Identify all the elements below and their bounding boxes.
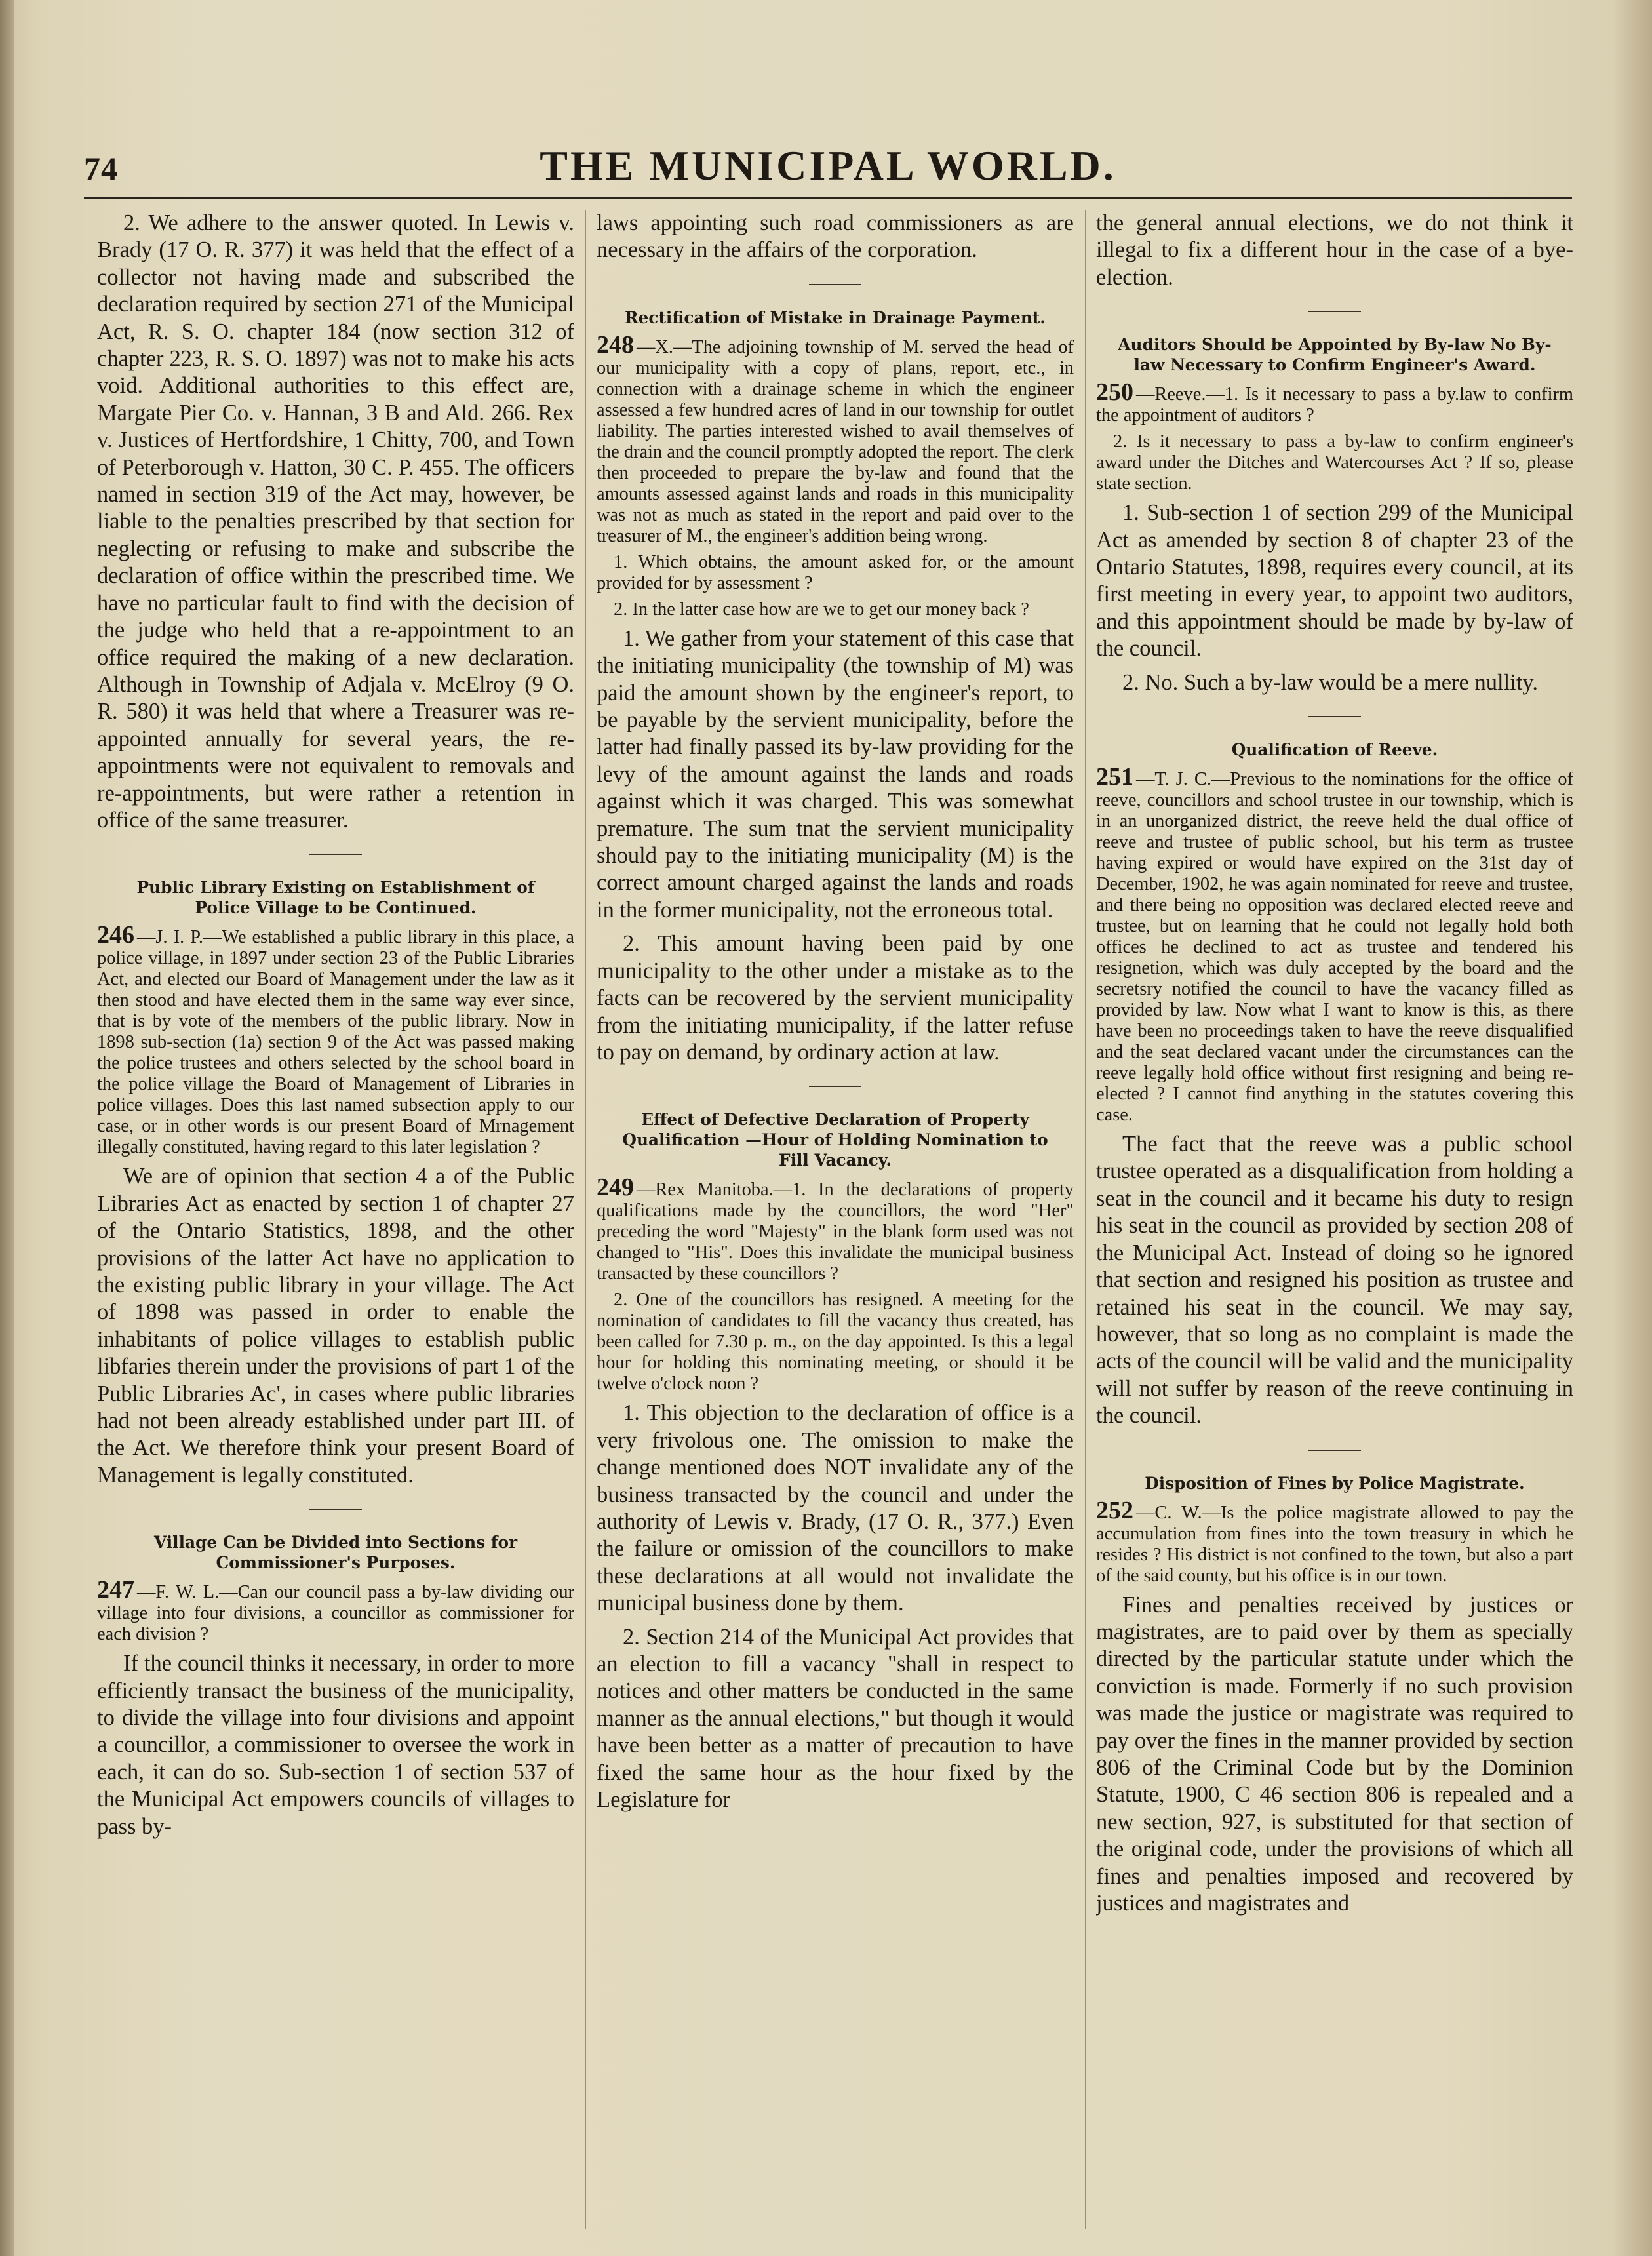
question (597, 1174, 1074, 1284)
question-number: 246 (97, 921, 134, 949)
section-heading: Effect of Defective Declaration of Property Qualification —Hour of Holding Nomination to Fill Vacancy. (622, 1110, 1048, 1170)
section-divider (1308, 716, 1361, 717)
question-part: 2. In the latter case how are we to get our money back ? (614, 599, 1029, 620)
question-text: —T. J. C.—Previous to the nominations for the office of reeve, councillors and school trustee in our township, which is in an unorganized district, the reeve held the dual office of reeve and trustee of public school, but his term as trustee having expired or would have expired on the 31st day of December, 1902, he was again nominated for reeve and trustee, and there being no opposition was declared elected reeve and trustee, but on learning that he could not legally hold both offices he declined to act as trustee and tendered his resignetion, which was duly accepted by the board and the secretsry notified the council to have the vacancy filled as provided by law. Now what I want to know is this, as there have been no proceedings taken to have the reeve disqualified and the seat declared vacant under the circumstances can the reeve legally hold office without first resigning and being re-elected ? I cannot find anything in the statutes covering this case. (1096, 769, 1573, 1126)
section-divider (809, 1086, 861, 1087)
header-rule (84, 197, 1572, 199)
column-3 (1096, 210, 1573, 2236)
question-text: —Rex Manitoba.—1. In the declarations of property qualifications made by the councillors, the word "Her" preceding the word "Majesty" in the blank form used was not changed to "His". Does this invalidate the municipal business transacted by these councillors ? (597, 1179, 1074, 1284)
answer: We are of opinion that section 4 a of the Public Libraries Act as enacted by section 1 of chapter 27 of the Ontario Statistics, 1898, and the other provisions of the latter Act have no application to the existing public library in your village. The Act of 1898 was passed in order to enable the inhabitants of police villages to establish public libfaries therein under the provisions of part 1 of the Public Libraries Ac', in cases where public libraries had not been already established under part III. of the Act. We therefore think your present Board of Management is legally constituted. (97, 1164, 574, 1488)
question-part: 2. Is it necessary to pass a by-law to confirm engineer's award under the Ditches and Watercourses Act ? If so, please state section. (1096, 431, 1573, 494)
column-1 (97, 210, 574, 2236)
section-heading: Qualification of Reeve. (1231, 740, 1438, 760)
answer: If the council thinks it necessary, in order to more efficiently transact the business of the municipality, to divide the village into four divisions and appoint a councillor, a commissioner to oversee the work in each, it can do so. Sub-section 1 of section 537 of the Municipal Act empowers councils of villages to pass by- (97, 1651, 574, 1839)
answer: 1. Sub-section 1 of section 299 of the Municipal Act as amended by section 8 of chapter 23 of the Ontario Statutes, 1898, requires every council, at its first meeting in every year, to appoint two auditors, and this appointment should be made by by-law of the council. (1096, 500, 1573, 662)
question-text: —F. W. L.—Can our council pass a by-law dividing our village into four divisions, a councillor as commissioner for each division ? (97, 1582, 574, 1645)
column-rule (1085, 210, 1086, 2229)
journal-title: THE MUNICIPAL WORLD. (540, 142, 1116, 189)
question (597, 330, 1074, 547)
page-header (84, 139, 1572, 191)
section-heading: Village Can be Divided into Sections for Commissioner's Purposes. (153, 1533, 518, 1573)
page-number: 74 (84, 150, 118, 187)
section-divider (1308, 311, 1361, 312)
question-number: 249 (597, 1174, 634, 1202)
section-heading: Public Library Existing on Establishment of Police Village to be Continued. (136, 878, 535, 918)
answer: 2. This amount having been paid by one municipality to the other under a mistake as to the facts can be recovered by the servient municipality from the initiating municipality, if the latter refuse to pay on demand, by ordinary action at law. (597, 931, 1074, 1065)
section-divider (309, 854, 362, 855)
section-divider (1308, 1450, 1361, 1451)
question (97, 921, 574, 1158)
answer: 2. Section 214 of the Municipal Act provides that an election to fill a vacancy "shall in respect to notices and other matters be conducted in the same manner as the annual elections," but though it would have been better as a matter of precaution to have fixed the same hour as the hour fixed by the Legislature for (597, 1624, 1074, 1812)
question-text: —J. I. P.—We established a public library in this place, a police village, in 1897 under section 23 of the Public Libraries Act, and elected our Board of Management under the law as it then stood and have elected them in the same way ever since, that is by vote of the members of the public library. Now in 1898 sub-section (1a) section 9 of the Act was passed making the police trustees and others selected by the school board in the police village the Board of Management of Libraries in police villages. Does this last named subsection apply to our case, or in other words is our present Board of Mrnagement illegally constituted, having regard to this later legislation ? (97, 927, 574, 1158)
section-heading: Auditors Should be Appointed by By-law No By-law Necessary to Confirm Engineer's Award. (1118, 335, 1552, 375)
column-rule (585, 210, 586, 2229)
question-number: 248 (597, 330, 634, 359)
question (97, 1576, 574, 1645)
column-2 (597, 210, 1074, 2236)
question (1096, 763, 1573, 1126)
answer: Fines and penalties received by justices or magistrates, are to paid over by them as specially directed by the particular statute under which the conviction is made. Formerly if no such provision was made the justice or magistrate was required to pay over the fines in the manner provided by section 806 of the Criminal Code but by the Dominion Statute, 1900, C 46 section 806 is repealed and a new section, 927, is substituted for that section of the original code, under the provisions of which all fines and penalties imposed and recovered by justices and magistrates and (1096, 1592, 1573, 1916)
paragraph: 2. We adhere to the answer quoted. In Lewis v. Brady (17 O. R. 377) it was held that the effect of a collector not having made and subscribed the declaration required by section 271 of the Municipal Act, R. S. O. chapter 184 (now section 312 of chapter 223, R. S. O. 1897) was not to make his acts void. Additional authorities to this effect are, Margate Pier Co. v. Hannan, 3 B and Ald. 266. Rex v. Justices of Hertfordshire, 1 Chitty, 700, and Town of Peterborough v. Hatton, 30 C. P. 455. The officers named in section 319 of the Act may, however, be liable to the penalties prescribed by that section for neglecting or refusing to make and subscribe the declaration of office within the prescribed time. We have no particular fault to find with the decision of the judge who held that a re-appointment to an office required the making of a new declaration. Although in Township of Adjala v. McElroy (9 O. R. 580) it was held that where a Treasurer was re-appointed annually for several years, the re-appointments were not equivalent to removals and re-appointments, but were rather a retention in office of the same treasurer. (97, 210, 574, 833)
binding-edge (0, 0, 14, 2256)
question-part: 2. One of the councillors has resigned. A meeting for the nomination of candidates to fill the vacancy thus created, has been called for 7.30 p. m., on the day appointed. Is this a legal hour for holding this nominating meeting, or should it be twelve o'clock noon ? (597, 1290, 1074, 1395)
question-part: 1. Which obtains, the amount asked for, or the amount provided for by assessment ? (597, 551, 1074, 593)
question-number: 252 (1096, 1496, 1133, 1524)
question-text: —C. W.—Is the police magistrate allowed to pay the accumulation from fines into the town treasury in which he resides ? His district is not confined to the town, but also a part of the said county, but his office is in our town. (1096, 1502, 1573, 1586)
question-text: —Reeve.—1. Is it necessary to pass a by.law to confirm the appointment of auditors ? (1096, 384, 1573, 426)
question (1096, 378, 1573, 426)
section-divider (309, 1509, 362, 1510)
question (1096, 1496, 1573, 1587)
answer: 1. We gather from your statement of this case that the initiating municipality (the township of M) was paid the amount shown by the engineer's report, to be payable by the servient municipality, before the latter had finally passed its by-law providing for the levy of the amount against the lands and roads against which it was charged. This was somewhat premature. The sum tnat the servient municipality should pay to the initiating municipality (M) is the correct amount charged against the lands and roads in the former municipality, not the erroneous total. (597, 625, 1074, 922)
question-number: 247 (97, 1576, 134, 1604)
question-text: —X.—The adjoining township of M. served the head of our municipality with a copy of plans, report, etc., in connection with a drainage scheme in which the engineer assessed a few hundred acres of land in our township for outlet liability. The parties interested wished to avail themselves of the drain and the council promptly adopted the report. The clerk then proceeded to prepare the by-law and found that the amounts assessed against lands and roads in this municipality was not as much as stated in the report and paid over to the treasurer of M., the engineer's addition being wrong. (597, 336, 1074, 546)
question-number: 250 (1096, 378, 1133, 406)
question-number: 251 (1096, 763, 1133, 791)
paragraph: laws appointing such road commissioners as are necessary in the affairs of the corporation. (597, 210, 1074, 263)
answer: 2. No. Such a by-law would be a mere nullity. (1122, 669, 1538, 695)
section-heading: Rectification of Mistake in Drainage Payment. (625, 307, 1046, 327)
paragraph: the general annual elections, we do not think it illegal to fix a different hour in the case of a bye-election. (1096, 210, 1573, 290)
answer: 1. This objection to the declaration of office is a very frivolous one. The omission to make the change mentioned does NOT invalidate any of the business transacted by the council and under the authority of Lewis v. Brady, (17 O. R., 377.) Even the failure or omission of the councillors to make these declarations at all would not invalidate the municipal business done by them. (597, 1400, 1074, 1616)
section-divider (809, 284, 861, 285)
answer: The fact that the reeve was a public school trustee operated as a disqualification from holding a seat in the council and it became his duty to resign his seat in the council as provided by section 208 of the Municipal Act. Instead of doing so he ignored that section and resigned his position as trustee and retained his seat in the council. We may say, however, that so long as no complaint is made the acts of the council will be valid and the municipality will not suffer by reason of the reeve continuing in the council. (1096, 1132, 1573, 1429)
section-heading: Disposition of Fines by Police Magistrate. (1145, 1473, 1525, 1493)
